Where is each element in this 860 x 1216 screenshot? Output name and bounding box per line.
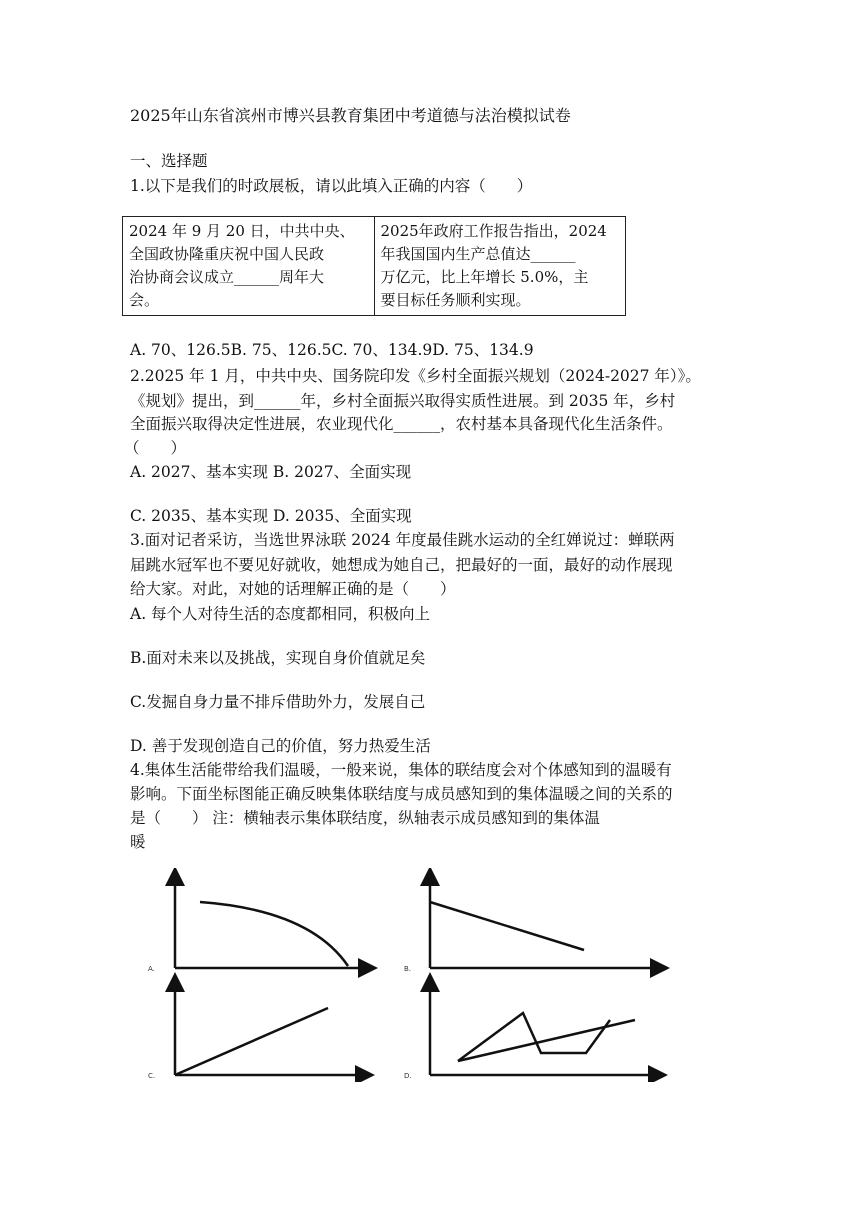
q1-table-left-line: 2024 年 9 月 20 日，中共中央、	[129, 222, 355, 240]
q4-stem-line: 是（ ） 注：横轴表示集体联结度，纵轴表示成员感知到的集体温	[130, 809, 600, 827]
q3-option-b: B.面对未来以及挑战，实现自身价值就足矣	[130, 649, 426, 667]
graph-d	[430, 982, 658, 1075]
graph-b-line	[430, 902, 584, 950]
graph-c	[175, 982, 365, 1075]
exam-title: 2025年山东省滨州市博兴县教育集团中考道德与法治模拟试卷	[130, 106, 571, 125]
q3-option-a: A. 每个人对待生活的态度都相同，积极向上	[130, 605, 431, 623]
section-heading: 一、选择题	[130, 152, 208, 170]
q4-option-graphs	[140, 868, 680, 1082]
q1-table-left-line: 治协商会议成立______周年大	[129, 268, 325, 286]
q1-table-right-line: 要目标任务顺利实现。	[380, 291, 531, 309]
q3-option-d: D. 善于发现创造自己的价值，努力热爱生活	[130, 737, 431, 755]
graph-a	[175, 876, 368, 968]
q1-options: A. 70、126.5B. 75、126.5C. 70、134.9D. 75、134.9	[130, 341, 534, 359]
q3-option-c: C.发掘自身力量不排斥借助外力，发展自己	[130, 693, 426, 711]
graph-c-label: C.	[148, 1072, 156, 1080]
q3-stem-line: 给大家。对此，对她的话理解正确的是（ ）	[130, 580, 456, 598]
q2-option-cd: C. 2035、基本实现 D. 2035、全面实现	[130, 507, 412, 525]
q4-stem-line: 4.集体生活能带给我们温暖，一般来说，集体的联结度会对个体感知到的温暖有	[130, 761, 672, 779]
graph-c-line	[175, 1008, 328, 1075]
q1-table-left-cell	[123, 217, 375, 316]
q1-news-table	[122, 216, 626, 316]
graph-a-label: A.	[148, 965, 155, 973]
q2-stem-line: 2.2025 年 1 月，中共中央、国务院印发《乡村全面振兴规划（2024-2027 年）》。	[130, 367, 701, 385]
graph-b	[430, 876, 660, 968]
q2-stem-line: （ ）	[124, 439, 187, 457]
q2-option-ab: A. 2027、基本实现 B. 2027、全面实现	[130, 463, 412, 481]
q2-stem-line: 全面振兴取得决定性进展，农业现代化______，农村基本具备现代化生活条件。	[130, 415, 673, 433]
q4-stem-line: 暖	[130, 833, 146, 851]
q1-stem: 1.以下是我们的时政展板，请以此填入正确的内容（ ）	[130, 177, 533, 195]
q1-table-right-line: 年我国国内生产总值达______	[380, 245, 576, 263]
q1-table-right-line: 万亿元，比上年增长 5.0%，主	[380, 268, 589, 286]
graph-d-zigzag	[458, 1013, 610, 1061]
q1-table-left-line: 会。	[129, 291, 160, 309]
graph-b-label: B.	[404, 965, 412, 973]
q1-table-right-cell	[374, 217, 626, 316]
graph-d-label: D.	[404, 1072, 412, 1080]
graph-a-curve	[200, 902, 348, 966]
q1-table-right-line: 2025年政府工作报告指出，2024	[380, 222, 607, 240]
q3-stem-line: 3.面对记者采访，当选世界泳联 2024 年度最佳跳水运动的全红婵说过：蝉联两	[130, 531, 675, 549]
q4-stem-line: 影响。下面坐标图能正确反映集体联结度与成员感知到的集体温暖之间的关系的	[130, 785, 673, 803]
q3-stem-line: 届跳水冠军也不要见好就收，她想成为她自己，把最好的一面，最好的动作展现	[130, 556, 673, 574]
q2-stem-line: 《规划》提出，到______年，乡村全面振兴取得实质性进展。到 2035 年，乡村	[130, 392, 676, 410]
q1-table-left-line: 全国政协隆重庆祝中国人民政	[129, 245, 325, 263]
